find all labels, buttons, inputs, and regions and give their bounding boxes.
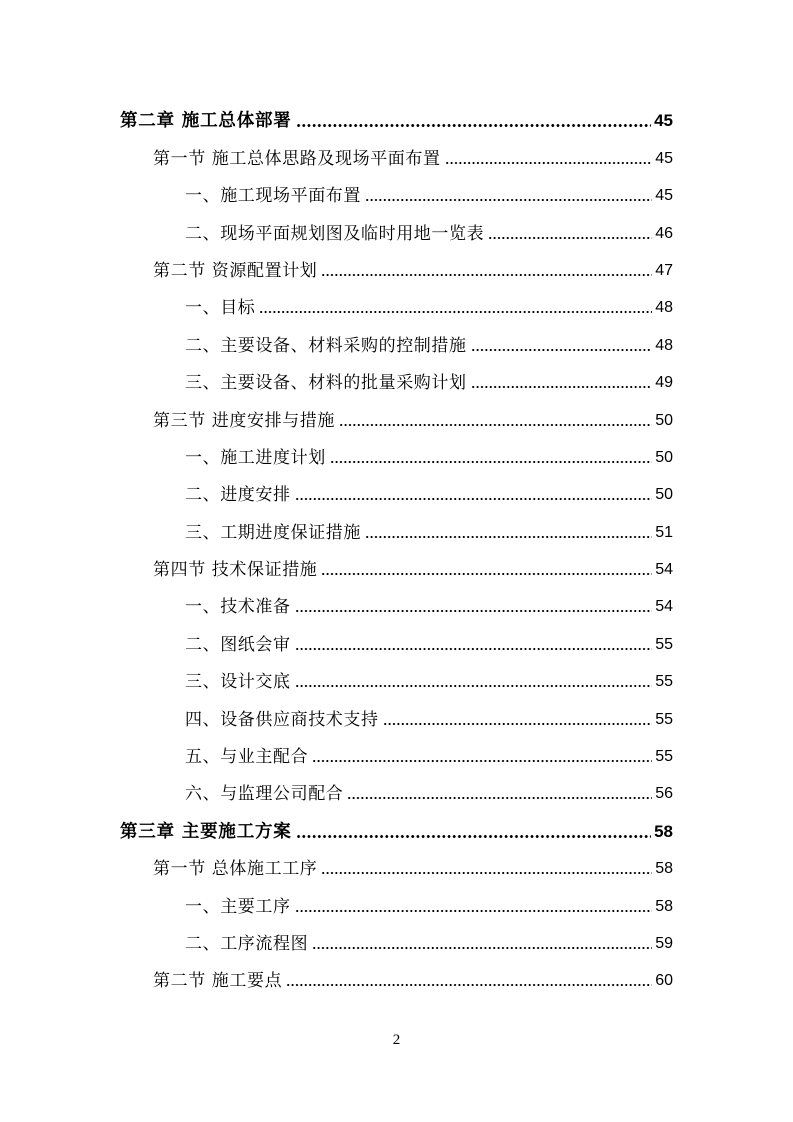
toc-leader-dots bbox=[295, 685, 653, 687]
toc-entry-subsection[interactable] bbox=[185, 363, 673, 393]
toc-entry-section[interactable] bbox=[153, 401, 673, 431]
toc-entry-title: 二、进度安排 bbox=[185, 485, 291, 505]
toc-entry-title: 二、工序流程图 bbox=[185, 934, 309, 954]
toc-entry-title: 第三章 主要施工方案 bbox=[120, 822, 292, 842]
toc-entry-page: 45 bbox=[655, 150, 673, 167]
toc-entry-title: 第三节 进度安排与措施 bbox=[153, 411, 336, 431]
toc-leader-dots bbox=[321, 573, 652, 575]
toc-entry-title: 四、设备供应商技术支持 bbox=[185, 710, 379, 730]
toc-entry-subsection[interactable] bbox=[185, 176, 673, 206]
toc-entry-title: 一、目标 bbox=[185, 298, 256, 318]
toc-entry-page: 54 bbox=[655, 598, 673, 615]
toc-entry-page: 60 bbox=[655, 972, 673, 989]
toc-entry-page: 45 bbox=[655, 187, 673, 204]
toc-leader-dots bbox=[296, 124, 651, 127]
toc-entry-page: 48 bbox=[655, 337, 673, 354]
toc-leader-dots bbox=[347, 797, 652, 799]
toc-entry-title: 一、主要工序 bbox=[185, 897, 291, 917]
toc-entry-title: 第一节 施工总体思路及现场平面布置 bbox=[153, 149, 441, 169]
toc-entry-page: 58 bbox=[655, 860, 673, 877]
toc-entry-title: 第二节 资源配置计划 bbox=[153, 261, 318, 281]
toc-entry-page: 49 bbox=[655, 374, 673, 391]
toc-entry-page: 54 bbox=[655, 561, 673, 578]
toc-entry-title: 第二节 施工要点 bbox=[153, 971, 283, 991]
toc-entry-title: 第一节 总体施工工序 bbox=[153, 859, 318, 879]
toc-entry-subsection[interactable] bbox=[185, 737, 673, 767]
toc-entry-title: 一、施工进度计划 bbox=[185, 448, 326, 468]
toc-entry-page: 47 bbox=[655, 262, 673, 279]
toc-entry-title: 二、主要设备、材料采购的控制措施 bbox=[185, 336, 467, 356]
toc-entry-page: 55 bbox=[655, 636, 673, 653]
toc-leader-dots bbox=[295, 610, 653, 612]
toc-leader-dots bbox=[295, 498, 653, 500]
toc-leader-dots bbox=[259, 311, 652, 313]
toc-entry-title: 二、图纸会审 bbox=[185, 635, 291, 655]
toc-leader-dots bbox=[339, 424, 652, 426]
toc-leader-dots bbox=[295, 910, 653, 912]
toc-entry-page: 56 bbox=[655, 785, 673, 802]
toc-leader-dots bbox=[286, 984, 652, 986]
toc-entry-title: 二、现场平面规划图及临时用地一览表 bbox=[185, 224, 485, 244]
toc-entry-section[interactable] bbox=[153, 849, 673, 879]
toc-leader-dots bbox=[330, 461, 652, 463]
toc-entry-section[interactable] bbox=[153, 251, 673, 281]
toc-leader-dots bbox=[312, 947, 652, 949]
toc-entry-page: 50 bbox=[655, 486, 673, 503]
toc-entry-subsection[interactable] bbox=[185, 887, 673, 917]
toc-entry-subsection[interactable] bbox=[185, 662, 673, 692]
toc-entry-subsection[interactable] bbox=[185, 438, 673, 468]
toc-leader-dots bbox=[445, 162, 653, 164]
toc-entry-chapter-3[interactable] bbox=[120, 812, 673, 842]
toc-entry-subsection[interactable] bbox=[185, 288, 673, 318]
toc-entry-page: 45 bbox=[654, 111, 673, 130]
toc-entry-title: 一、技术准备 bbox=[185, 597, 291, 617]
toc-leader-dots bbox=[488, 237, 652, 239]
toc-entry-page: 55 bbox=[655, 711, 673, 728]
toc-leader-dots bbox=[295, 648, 653, 650]
toc-entry-subsection[interactable] bbox=[185, 774, 673, 804]
toc-entry-page: 59 bbox=[655, 935, 673, 952]
toc-entry-page: 58 bbox=[654, 822, 673, 841]
toc-entry-subsection[interactable] bbox=[185, 214, 673, 244]
toc-entry-title: 第四节 技术保证措施 bbox=[153, 560, 318, 580]
toc-entry-title: 三、工期进度保证措施 bbox=[185, 523, 361, 543]
toc-entry-title: 一、施工现场平面布置 bbox=[185, 186, 361, 206]
toc-leader-dots bbox=[471, 349, 653, 351]
toc-entry-section[interactable] bbox=[153, 550, 673, 580]
toc-entry-subsection[interactable] bbox=[185, 587, 673, 617]
toc-entry-subsection[interactable] bbox=[185, 326, 673, 356]
toc-entry-page: 48 bbox=[655, 299, 673, 316]
toc-entry-section[interactable] bbox=[153, 139, 673, 169]
toc-entry-subsection[interactable] bbox=[185, 625, 673, 655]
toc-entry-subsection[interactable] bbox=[185, 513, 673, 543]
toc-entry-page: 55 bbox=[655, 748, 673, 765]
toc-leader-dots bbox=[365, 199, 652, 201]
toc-entry-chapter-2[interactable] bbox=[120, 101, 673, 131]
toc-entry-title: 三、主要设备、材料的批量采购计划 bbox=[185, 373, 467, 393]
toc-leader-dots bbox=[365, 536, 652, 538]
toc-leader-dots bbox=[296, 835, 651, 838]
toc-leader-dots bbox=[321, 274, 652, 276]
toc-entry-page: 50 bbox=[655, 449, 673, 466]
toc-entry-page: 46 bbox=[655, 225, 673, 242]
toc-entry-section[interactable] bbox=[153, 961, 673, 991]
toc-leader-dots bbox=[471, 386, 653, 388]
toc-entry-subsection[interactable] bbox=[185, 924, 673, 954]
toc-leader-dots bbox=[312, 760, 652, 762]
toc-entry-page: 50 bbox=[655, 412, 673, 429]
toc-entry-subsection[interactable] bbox=[185, 475, 673, 505]
toc-entry-title: 五、与业主配合 bbox=[185, 747, 309, 767]
toc-entry-page: 55 bbox=[655, 673, 673, 690]
toc-leader-dots bbox=[321, 872, 652, 874]
toc-entry-subsection[interactable] bbox=[185, 700, 673, 730]
toc-entry-title: 三、设计交底 bbox=[185, 672, 291, 692]
toc-entry-title: 第二章 施工总体部署 bbox=[120, 111, 292, 131]
toc-entry-title: 六、与监理公司配合 bbox=[185, 784, 344, 804]
toc-entry-page: 51 bbox=[655, 524, 673, 541]
toc-entry-page: 58 bbox=[655, 898, 673, 915]
page-number: 2 bbox=[392, 1032, 401, 1048]
toc-leader-dots bbox=[383, 723, 653, 725]
